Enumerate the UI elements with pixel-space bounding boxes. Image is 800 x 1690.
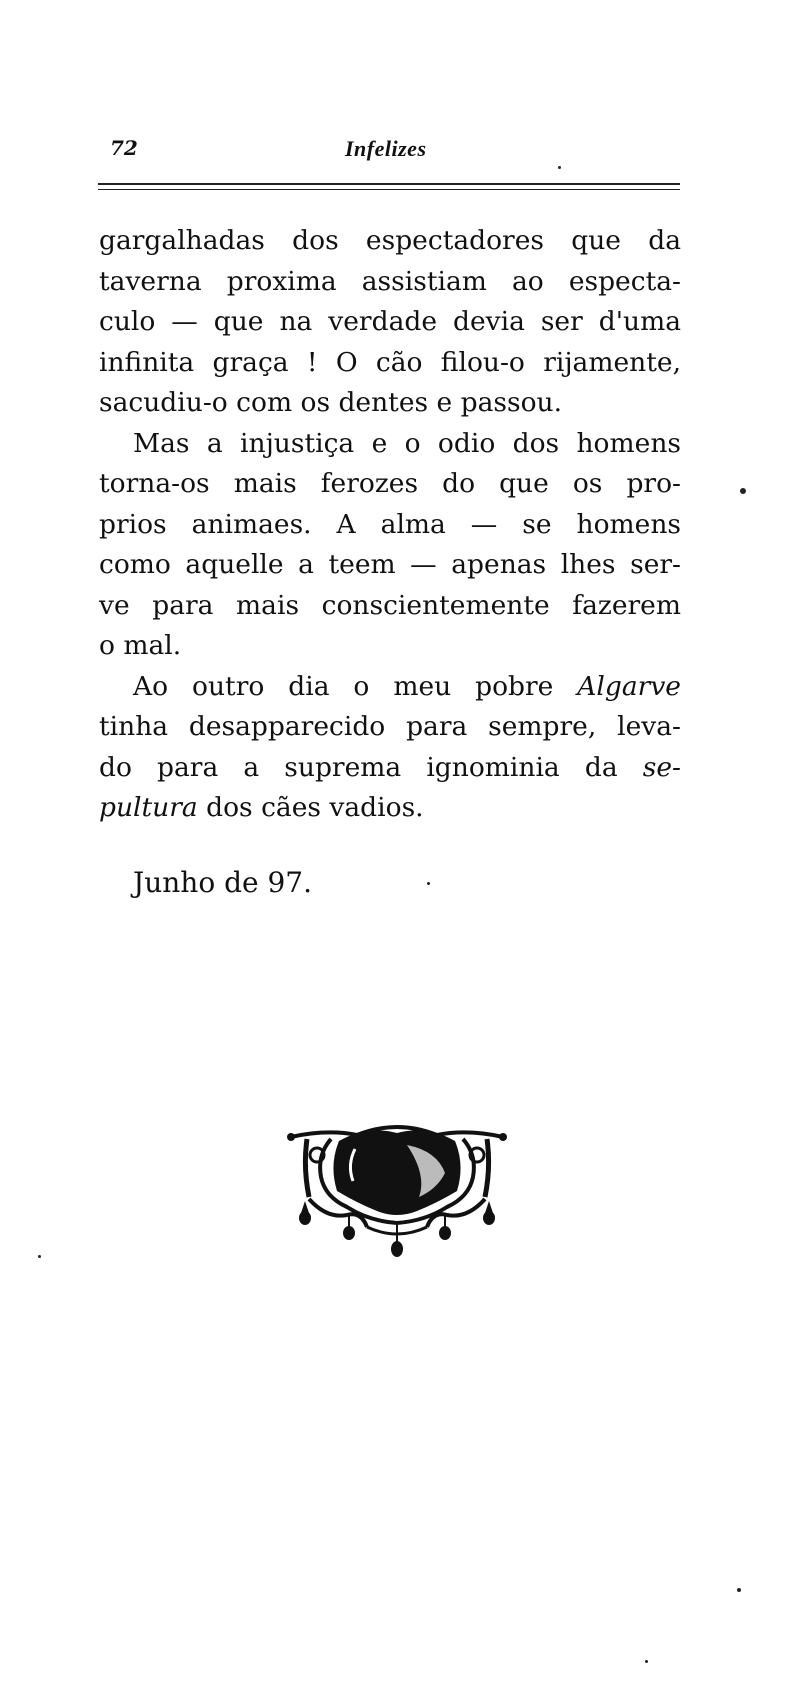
print-speck <box>740 488 746 494</box>
running-title: Infelizes <box>345 136 427 161</box>
header-rule-bottom <box>98 189 680 190</box>
paragraph-start-line: Mas a injustiça e o odio dos homens <box>133 427 681 459</box>
page-number: 72 <box>110 136 138 160</box>
print-speck <box>427 882 430 885</box>
tailpiece-ornament-icon <box>287 1115 507 1260</box>
paragraph-start-line: Ao outro dia o meu pobre Algarve <box>133 670 681 702</box>
text-line: taverna proxima assistiam ao especta- <box>99 265 681 297</box>
text-line: culo — que na verdade devia ser d'uma <box>99 306 681 337</box>
italic-word: pultura <box>99 792 198 823</box>
text-line: como aquelle a teem — apenas lhes ser- <box>99 549 681 580</box>
print-speck <box>558 166 561 169</box>
text-line: gargalhadas dos espectadores que da <box>99 225 681 256</box>
text-line: tinha desapparecido para sempre, leva- <box>99 711 681 742</box>
print-speck <box>737 1588 741 1592</box>
text-line: prios animaes. A alma — se homens <box>99 508 681 540</box>
page-header <box>100 136 680 160</box>
text-line: torna-os mais ferozes do que os pro- <box>99 468 681 499</box>
print-speck <box>38 1255 41 1258</box>
text-line: pultura dos cães vadios. <box>99 792 424 823</box>
text-line: o mal. <box>99 630 182 661</box>
print-speck <box>645 1660 648 1663</box>
header-rule-top <box>98 183 680 185</box>
body-text <box>99 221 681 829</box>
text-line: do para a suprema ignominia da se- <box>99 751 681 783</box>
italic-word: Algarve <box>577 670 681 702</box>
dateline: Junho de 97. <box>133 866 313 899</box>
text-line: ve para mais conscientemente fazerem <box>99 589 681 621</box>
italic-word: se- <box>642 751 681 783</box>
text-line: sacudiu-o com os dentes e passou. <box>99 387 563 418</box>
text-line: infinita graça ! O cão filou-o rijamente, <box>99 346 681 378</box>
